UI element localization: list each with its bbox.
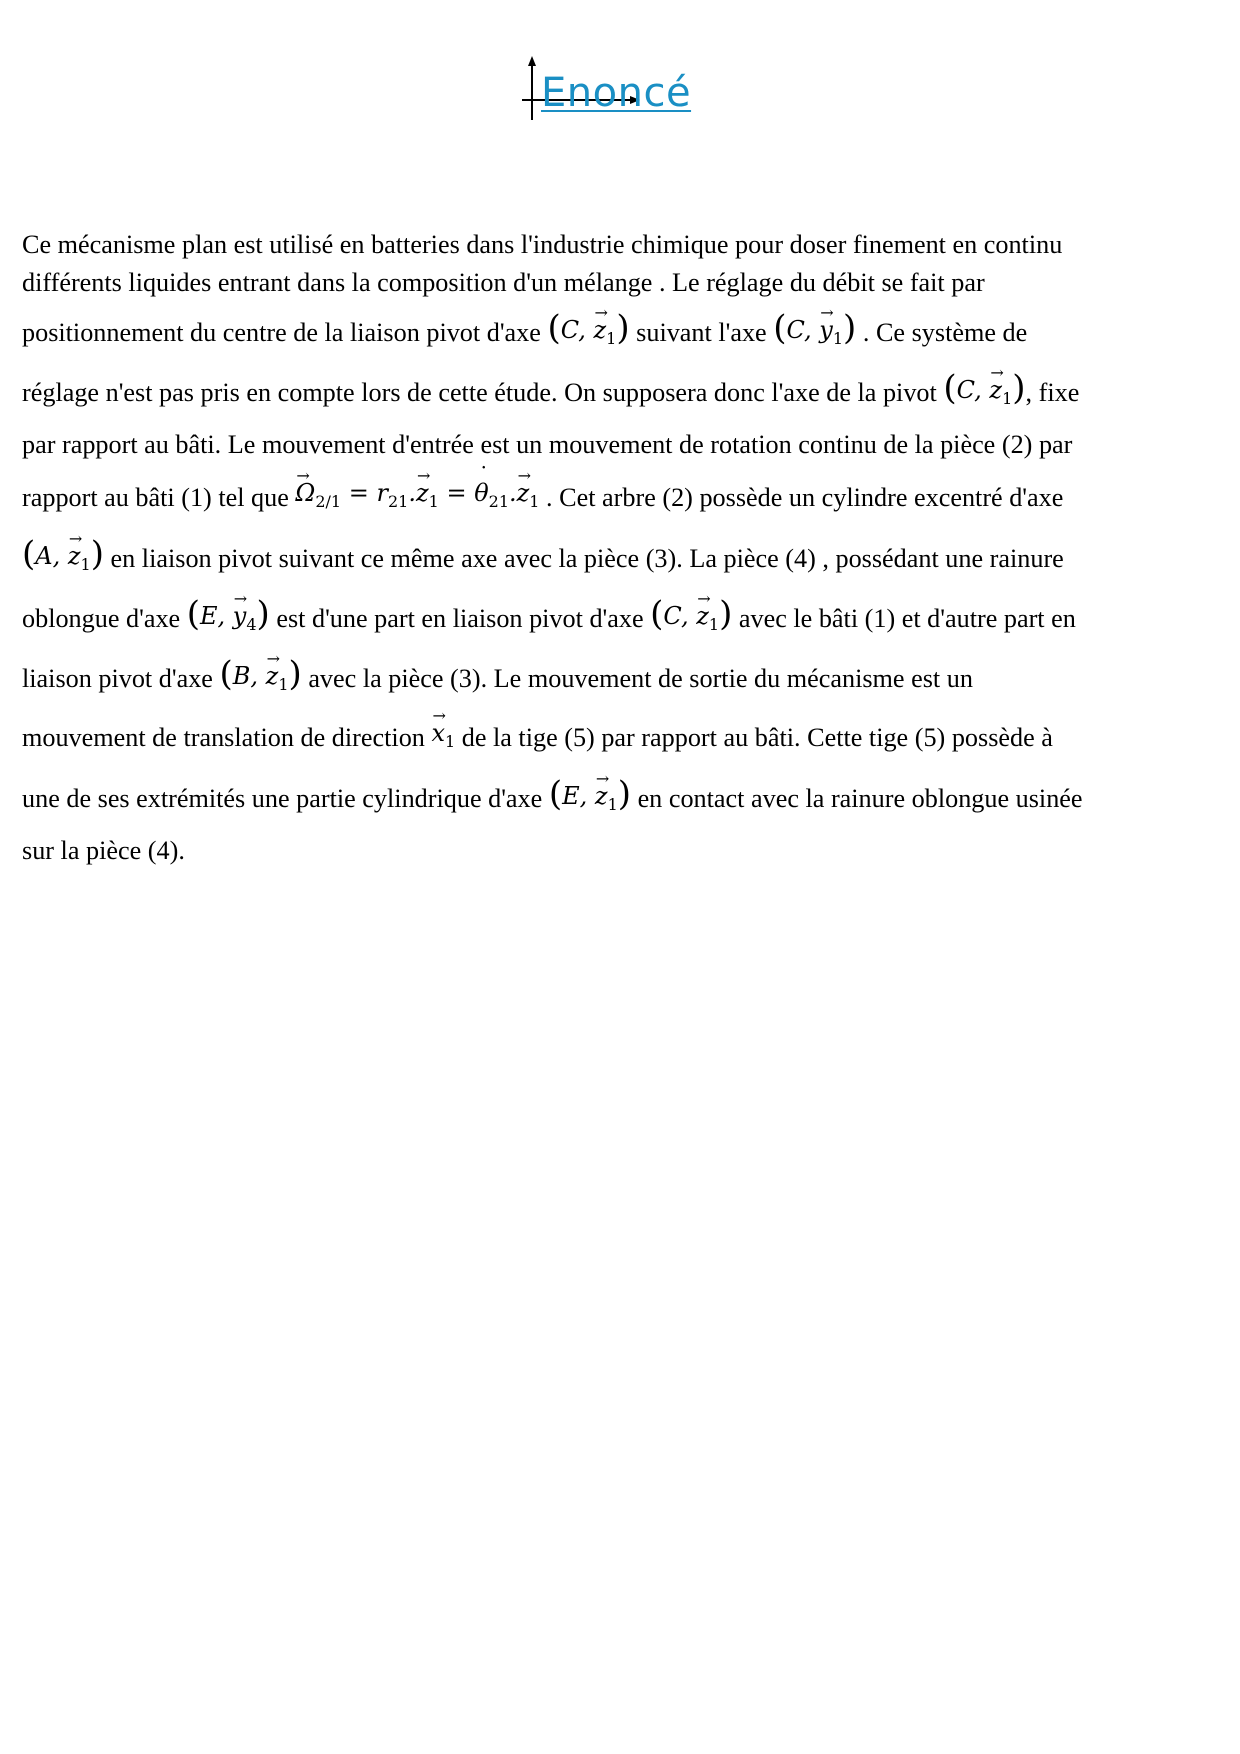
text-line: rapport au bâti (1) tel que → $\Omega_{2/1} = r_{21}.\to z_1$ = ˙ $\theta_{21}.\to z_1$ . Cet arbre (2) possède un cylindre excentré d'axe bbox=[22, 468, 1222, 528]
text-line: positionnement du centre de la liaison pivot d'axe (C, → $z_1$) suivant l'axe (C, → $y_1$) . Ce système de bbox=[22, 302, 1222, 362]
text-line: une de ses extrémités une partie cylindrique d'axe (E, → $z_1$) en contact avec la rainure oblongue usinée bbox=[22, 768, 1222, 828]
math-axis-c-z1: (C, → $z_1$) bbox=[943, 357, 1025, 423]
math-vec-x1: → $x_1$ bbox=[431, 703, 455, 766]
text-line: par rapport au bâti. Le mouvement d'entrée est un mouvement de rotation continu de la pièce (2) par bbox=[22, 430, 1073, 459]
math-axis-e-z1: (E, → $z_1$) bbox=[549, 763, 631, 829]
math-axis-b-z1: (B, → $z_1$) bbox=[219, 643, 301, 709]
math-axis-c-z1: (C, → $z_1$) bbox=[547, 297, 629, 363]
text-line: différents liquides entrant dans la composition d'un mélange . Le réglage du débit se fait par bbox=[22, 268, 985, 297]
text-line: Ce mécanisme plan est utilisé en batteries dans l'industrie chimique pour doser finement en continu bbox=[22, 230, 1063, 259]
page-header bbox=[520, 56, 720, 124]
statement-paragraph bbox=[22, 226, 1222, 874]
text-line: oblongue d'axe (E, → $y_4$) est d'une part en liaison pivot d'axe (C, → $z_1$) avec le bâti (1) et d'autre part en bbox=[22, 588, 1222, 648]
text-line: réglage n'est pas pris en compte lors de cette étude. On supposera donc l'axe de la pivot (C, → $z_1$), fixe bbox=[22, 362, 1222, 422]
math-axis-e-y4: (E, → $y_4$) bbox=[187, 583, 270, 649]
math-axis-c-z1: (C, → $z_1$) bbox=[650, 583, 732, 649]
page-title: Enoncé bbox=[541, 70, 692, 116]
math-omega-equation: → $\Omega_{2/1} = r_{21}.\to z_1$ = ˙ $\theta_{21}.\to z_1$ bbox=[295, 463, 539, 526]
text-line: liaison pivot d'axe (B, → $z_1$) avec la pièce (3). Le mouvement de sortie du mécanisme est un bbox=[22, 648, 1222, 708]
math-axis-c-y1: (C, → $y_1$) bbox=[773, 297, 856, 363]
math-axis-a-z1: (A, → $z_1$) bbox=[22, 523, 104, 589]
text-line: mouvement de translation de direction → $x_1$ de la tige (5) par rapport au bâti. Cette tige (5) possède à bbox=[22, 708, 1222, 768]
text-line: sur la pièce (4). bbox=[22, 836, 185, 865]
text-line: (A, → $z_1$) en liaison pivot suivant ce même axe avec la pièce (3). La pièce (4) , possédant une rainure bbox=[22, 528, 1222, 588]
